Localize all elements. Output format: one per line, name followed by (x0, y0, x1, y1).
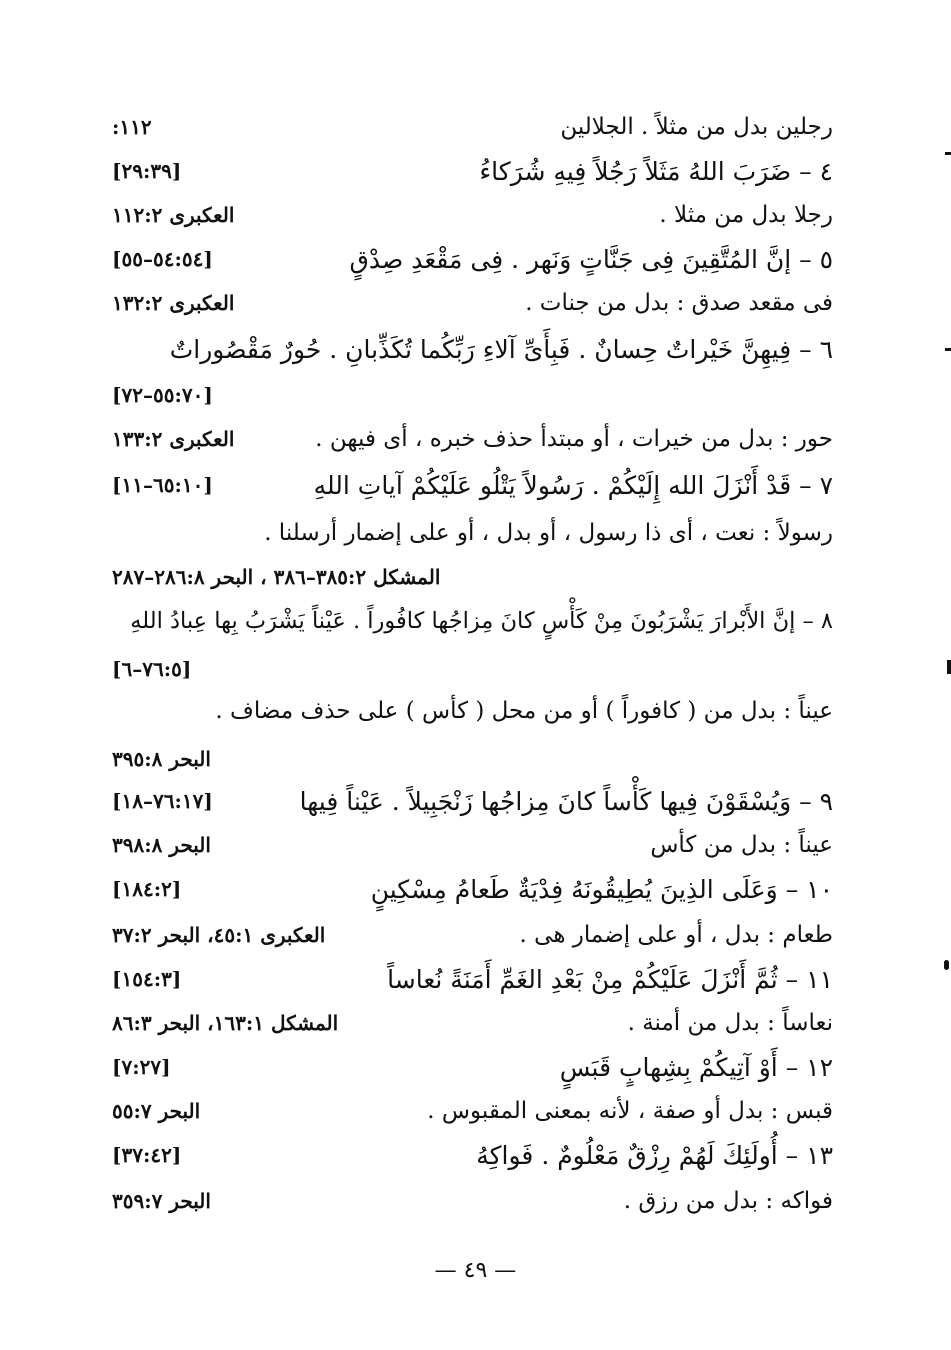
text-line (112, 958, 833, 1000)
commentary-text: رجلا بدل من مثلا . (659, 202, 833, 228)
scan-mark (944, 960, 949, 970)
text-line (112, 464, 833, 506)
text-line (112, 690, 833, 732)
verse-text: ١٠ – وَعَلَى الذِينَ يُطِيقُونَهُ فِدْيَةٌ طَعامُ مِسْكِينٍ (370, 874, 833, 904)
text-line (112, 328, 833, 370)
reference: [٧٦:١٧–١٨] (112, 789, 213, 813)
reference: [٥٤:٥٤–٥٥] (112, 247, 213, 271)
verse-text: ١١ – ثُمَّ أَنْزَلَ عَلَيْكُمْ مِنْ بَعْدِ الغَمِّ أَمَنَةً نُعاساً (387, 964, 833, 994)
commentary-text: عيناً : بدل من كأس (650, 832, 833, 858)
verse-text: ٨ – إنَّ الأَبْرارَ يَشْرَبُونَ مِنْ كَأْسٍ كانَ مِزاجُها كافُوراً . عَيْناً يَشْرَبُ بِها عِبادُ اللهِ (130, 608, 833, 634)
commentary-text: نعاساً : بدل من أمنة . (627, 1010, 833, 1036)
reference: ١١٢: (112, 115, 152, 139)
commentary-text: فواكه : بدل من رزق . (623, 1188, 833, 1214)
text-line (112, 282, 833, 324)
text-line (112, 1180, 833, 1222)
verse-text: ١٣ – أُولَئِكَ لَهُمْ رِزْقٌ مَعْلُومٌ . فَواكِهُ (476, 1140, 833, 1170)
text-line (112, 194, 833, 236)
scan-mark (945, 152, 951, 155)
reference: العكبرى ١٣٢:٢ (112, 291, 235, 315)
reference: [١٥٤:٣] (112, 967, 182, 991)
text-line (112, 824, 833, 866)
verse-text: ٦ – فِيهِنَّ خَيْراتٌ حِسانٌ . فَبِأَىِّ آلاءِ رَبِّكُما تُكَذِّبانِ . حُورٌ مَقْصُوراتٌ (169, 334, 833, 364)
text-line (112, 1046, 833, 1088)
reference: [٧٦:٥–٦] (112, 657, 192, 681)
verse-text: ٧ – قَدْ أَنْزَلَ الله إِلَيْكُمْ . رَسُولاً يَتْلُو عَلَيْكُمْ آياتِ اللهِ (313, 470, 833, 500)
scan-mark (945, 348, 951, 351)
text-line (112, 1134, 833, 1176)
verse-text: ١٢ – أَوْ آتِيكُمْ بِشِهابٍ قَبَسٍ (559, 1052, 833, 1082)
reference: البحر ٣٩٨:٨ (112, 833, 211, 857)
text-line (112, 238, 833, 280)
text-line (112, 1090, 833, 1132)
text-line (112, 556, 833, 598)
commentary-text: عيناً : بدل من ( كافوراً ) أو من محل ( كأس ) على حذف مضاف . (215, 698, 833, 724)
text-line (112, 914, 833, 956)
text-line (112, 1002, 833, 1044)
text-line (112, 512, 833, 554)
reference: العكبرى ١١٢:٢ (112, 203, 235, 227)
verse-text: ٤ – ضَرَبَ اللهُ مَثَلاً رَجُلاً فِيهِ شُرَكاءُ (479, 156, 833, 186)
reference: البحر ٣٥٩:٧ (112, 1189, 211, 1213)
commentary-text: طعام : بدل ، أو على إضمار هى . (519, 922, 833, 948)
page-number: — ٤٩ — (434, 1258, 517, 1283)
text-line (112, 374, 833, 416)
commentary-text: حور : بدل من خيرات ، أو مبتدأ حذف خبره ، أى فيهن . (315, 426, 833, 452)
reference: [٦٥:١٠–١١] (112, 473, 213, 497)
reference: [٣٧:٤٢] (112, 1143, 182, 1167)
text-line (112, 106, 833, 148)
text-line (112, 600, 833, 642)
commentary-text: فى مقعد صدق : بدل من جنات . (525, 290, 833, 316)
reference: [٢٩:٣٩] (112, 159, 182, 183)
verse-text: ٥ – إنَّ المُتَّقِينَ فِى جَنَّاتٍ وَنَهر . فِى مَقْعَدِ صِدْقٍ (349, 244, 833, 274)
reference: البحر ٣٩٥:٨ (112, 747, 211, 771)
reference: [٥٥:٧٠–٧٢] (112, 383, 213, 407)
verse-text: ٩ – وَيُسْقَوْنَ فِيها كَأْساً كانَ مِزاجُها زَنْجَبِيلاً . عَيْناً فِيها (299, 786, 833, 816)
scan-mark (947, 660, 951, 674)
text-line (112, 418, 833, 460)
reference: المشكل ٣٨٥:٢–٣٨٦ ، البحر ٢٨٦:٨–٢٨٧ (112, 565, 441, 589)
commentary-text: رسولاً : نعت ، أى ذا رسول ، أو بدل ، أو على إضمار أرسلنا . (264, 520, 833, 546)
reference: [١٨٤:٢] (112, 877, 182, 901)
text-line (112, 648, 833, 690)
text-line (112, 738, 833, 780)
reference: العكبرى ٤٥:١، البحر ٣٧:٢ (112, 923, 326, 947)
text-line (112, 868, 833, 910)
text-line (112, 780, 833, 822)
text-line (112, 150, 833, 192)
commentary-text: قبس : بدل أو صفة ، لأنه بمعنى المقبوس . (427, 1098, 833, 1124)
reference: العكبرى ١٣٣:٢ (112, 427, 235, 451)
reference: [٧:٢٧] (112, 1055, 171, 1079)
commentary-text: رجلين بدل من مثلاً . الجلالين (560, 114, 833, 140)
reference: البحر ٥٥:٧ (112, 1099, 201, 1123)
reference: المشكل ١٦٣:١، البحر ٨٦:٣ (112, 1011, 339, 1035)
